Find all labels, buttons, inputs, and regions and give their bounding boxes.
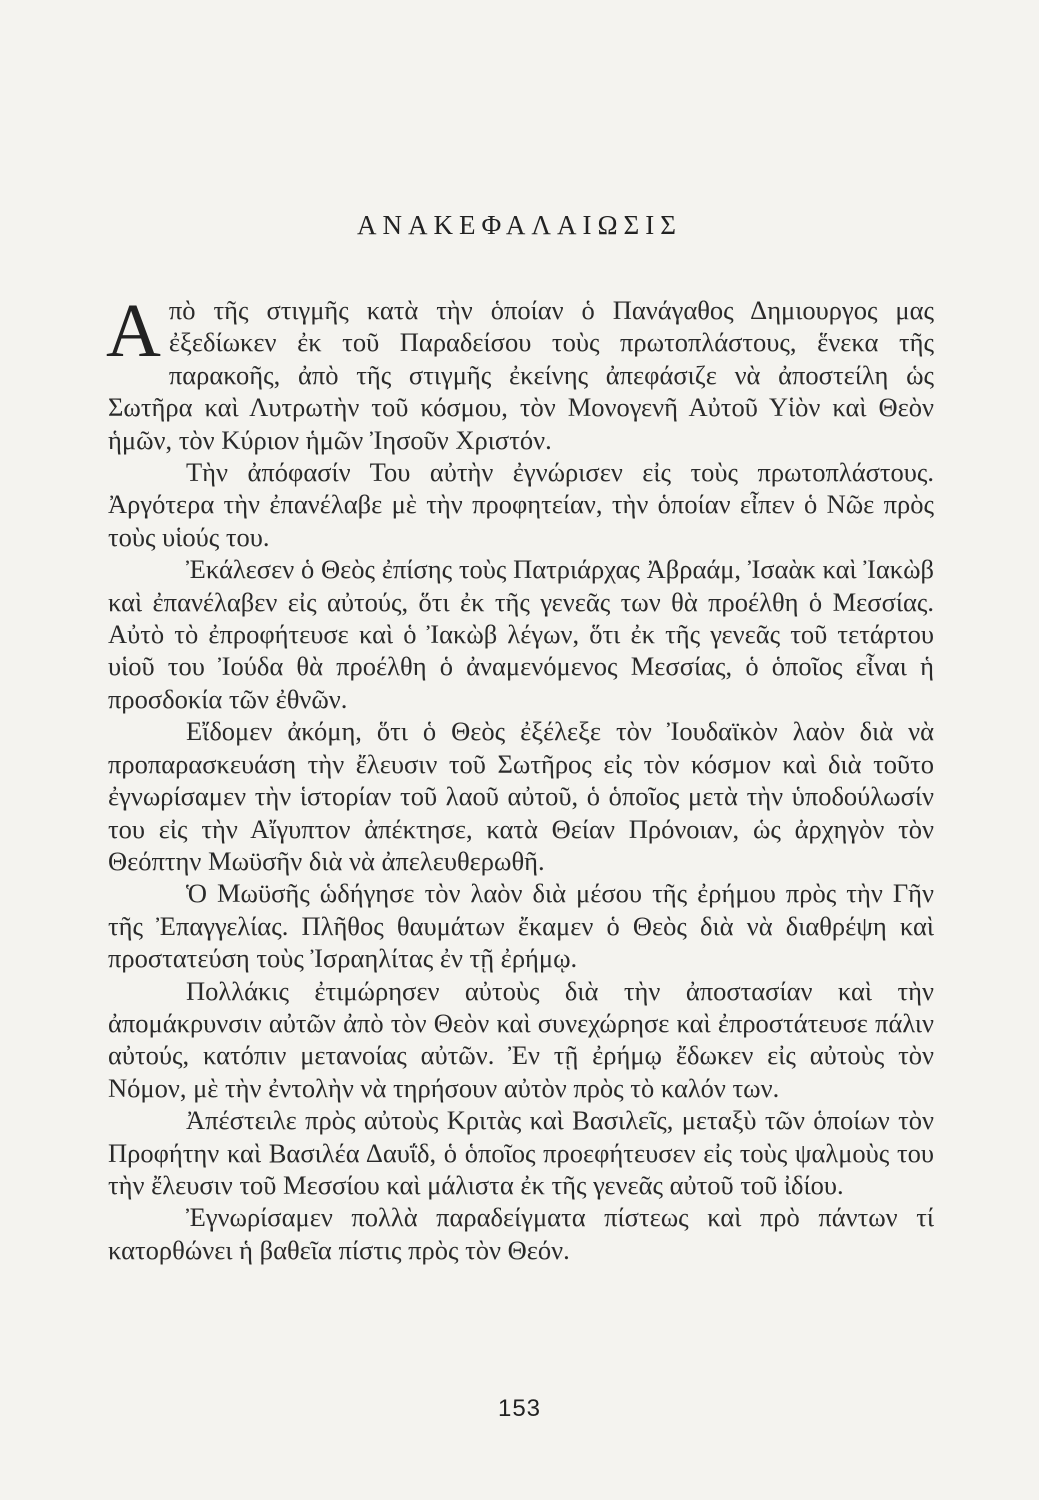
paragraph-7: Ἀπέστειλε πρὸς αὐτοὺς Κριτὰς καὶ Βασιλεῖς, μεταξὺ τῶν ὁποίων τὸν Προφήτην καὶ Βασιλέα Δαυΐδ, ὁ ὁποῖος προεφήτευσεν εἰς τοὺς ψαλμοὺς του τὴν ἔλευσιν τοῦ Μεσσίου καὶ μάλιστα ἐκ τῆς γενεᾶς αὐτοῦ τοῦ ἰδίου.	[108, 1105, 934, 1200]
paragraph-1-text: πὸ τῆς στιγμῆς κατὰ τὴν ὁποίαν ὁ Πανάγαθος Δημιουργος μας ἐξεδίωκεν ἐκ τοῦ Παραδείσου τοὺς πρωτοπλάστους, ἕνεκα τῆς παρακοῆς, ἀπὸ τῆς στιγμῆς ἐκείνης ἀπεφάσιζε νὰ ἀποστείλη ὡς Σωτῆρα καὶ Λυτρωτὴν τοῦ κόσμου, τὸν Μονογενῆ Αὐτοῦ Υἱὸν καὶ Θεὸν ἡμῶν, τὸν Κύριον ἡμῶν Ἰησοῦν Χριστόν.	[108, 295, 934, 455]
dropcap-letter: Α	[106, 289, 161, 373]
page-number: 153	[497, 1395, 542, 1422]
paragraph-2: Τὴν ἀπόφασίν Του αὐτὴν ἐγνώρισεν εἰς τοὺς πρωτοπλάστους. Ἀργότερα τὴν ἐπανέλαβε μὲ τὴν προφητείαν, τὴν ὁποίαν εἶπεν ὁ Νῶε πρὸς τοὺς υἱούς του.	[108, 457, 934, 552]
paragraph-5: Ὁ Μωϋσῆς ὡδήγησε τὸν λαὸν διὰ μέσου τῆς ἐρήμου πρὸς τὴν Γῆν τῆς Ἐπαγγελίας. Πλῆθος θαυμάτων ἔκαμεν ὁ Θεὸς διὰ νὰ διαθρέψη καὶ προστατεύση τοὺς Ἰσραηλίτας ἐν τῇ ἐρήμῳ.	[108, 878, 934, 974]
body-text	[106, 289, 934, 1266]
paragraph-1	[106, 289, 934, 456]
paragraph-6: Πολλάκις ἐτιμώρησεν αὐτοὺς διὰ τὴν ἀποστασίαν καὶ τὴν ἀπομάκρυνσιν αὐτῶν ἀπὸ τὸν Θεὸν καὶ συνεχώρησε καὶ ἐπροστάτευσε πάλιν αὐτούς, κατόπιν μετανοίας αὐτῶν. Ἐν τῇ ἐρήμῳ ἔδωκεν εἰς αὐτοὺς τὸν Νόμον, μὲ τὴν ἐντολὴν νὰ τηρήσουν αὐτὸν πρὸς τὸ καλόν των.	[108, 975, 934, 1103]
paragraph-4: Εἴδομεν ἀκόμη, ὅτι ὁ Θεὸς ἐξέλεξε τὸν Ἰουδαϊκὸν λαὸν διὰ νὰ προπαρασκευάση τὴν ἔλευσιν τοῦ Σωτῆρος εἰς τὸν κόσμον καὶ διὰ τοῦτο ἐγνωρίσαμεν τὴν ἱστορίαν τοῦ λαοῦ αὐτοῦ, ὁ ὁποῖος μετὰ τὴν ὑποδούλωσίν του εἰς τὴν Αἴγυπτον ἀπέκτησε, κατὰ Θείαν Πρόνοιαν, ὡς ἀρχηγὸν τὸν Θεόπτην Μωϋσῆν διὰ νὰ ἀπελευθερωθῆ.	[108, 716, 934, 876]
chapter-title: ΑΝΑΚΕΦΑΛΑΙΩΣΙΣ	[357, 210, 682, 240]
paragraph-8: Ἐγνωρίσαμεν πολλὰ παραδείγματα πίστεως καὶ πρὸ πάντων τί κατορθώνει ἡ βαθεῖα πίστις πρὸς τὸν Θεόν.	[108, 1202, 934, 1265]
paragraph-3: Ἐκάλεσεν ὁ Θεὸς ἐπίσης τοὺς Πατριάρχας Ἀβραάμ, Ἰσαὰκ καὶ Ἰακὼβ καὶ ἐπανέλαβεν εἰς αὐτούς, ὅτι ἐκ τῆς γενεᾶς των θὰ προέλθη ὁ Μεσσίας. Αὐτὸ τὸ ἐπροφήτευσε καὶ ὁ Ἰακὼβ λέγων, ὅτι ἐκ τῆς γενεᾶς τοῦ τετάρτου υἱοῦ του Ἰούδα θὰ προέλθη ὁ ἀναμενόμενος Μεσσίας, ὁ ὁποῖος εἶναι ἡ προσδοκία τῶν ἐθνῶν.	[108, 554, 934, 714]
